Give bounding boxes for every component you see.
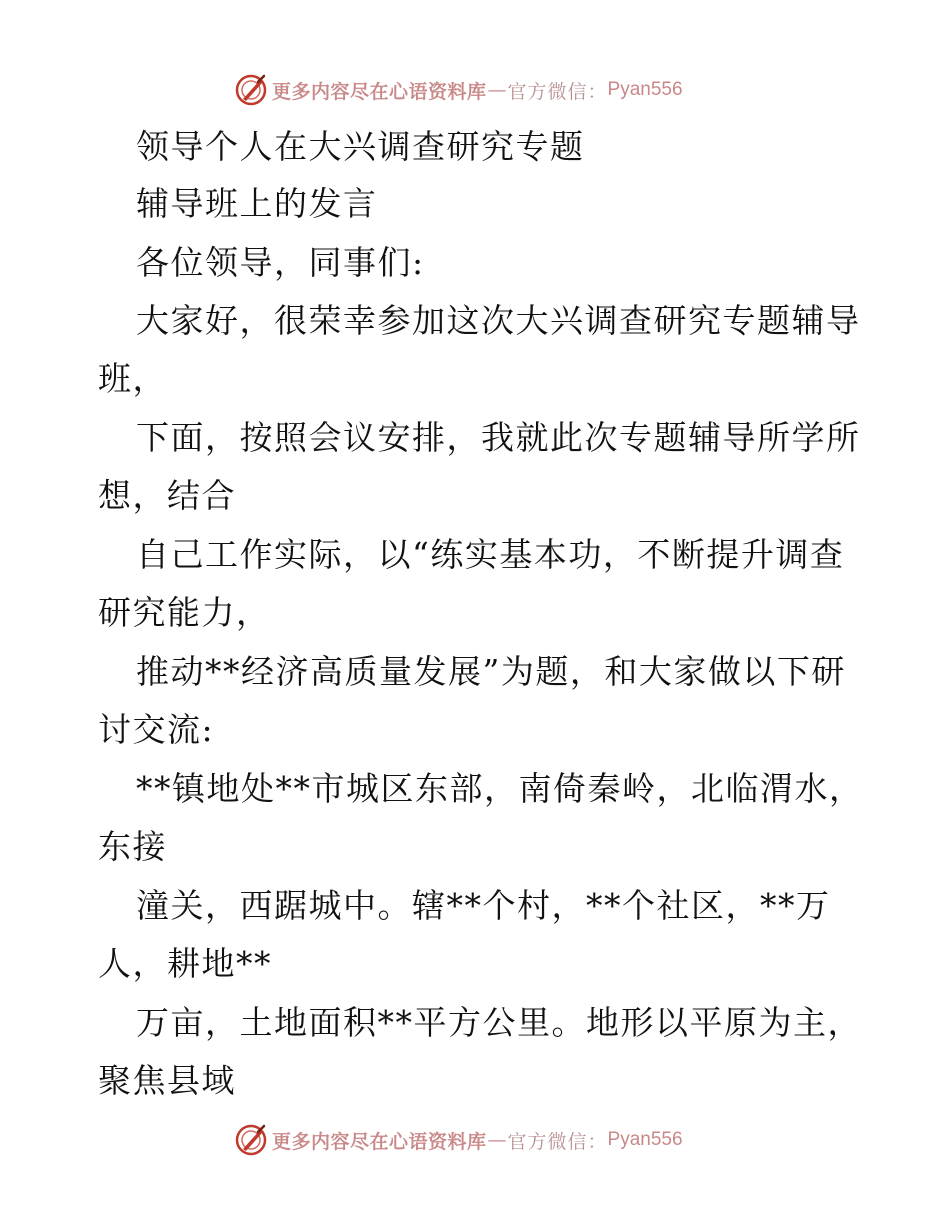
doc-title-line-2: 辅导班上的发言 [136, 184, 378, 223]
footer-watermark [234, 1122, 683, 1158]
watermark-site-text: 更多内容尽在心语资料库 [272, 80, 487, 103]
doc-line: 班， [98, 359, 167, 398]
watermark-dash: — [487, 1129, 507, 1151]
watermark-dash: — [487, 79, 507, 101]
doc-line: 下面，按照会议安排，我就此次专题辅导所学所 [136, 418, 861, 457]
brand-logo-icon [234, 73, 268, 107]
doc-line: 研究能力， [98, 593, 271, 632]
doc-line: 万亩，土地面积**平方公里。地形以平原为主， [136, 1003, 862, 1042]
brand-logo-icon [234, 1123, 268, 1157]
doc-line: 推动**经济高质量发展”为题，和大家做以下研 [136, 652, 846, 691]
watermark-wechat-label: 官方微信： [507, 1130, 608, 1153]
watermark-site-text: 更多内容尽在心语资料库 [272, 1130, 487, 1153]
doc-line: 聚焦县域 [98, 1061, 236, 1100]
watermark-wechat-id: Pyan556 [607, 79, 683, 100]
doc-line: 人，耕地** [98, 944, 272, 983]
doc-line: 潼关，西踞城中。辖**个村，**个社区，**万 [136, 886, 831, 925]
doc-line: 大家好，很荣幸参加这次大兴调查研究专题辅导 [136, 301, 861, 340]
doc-salutation: 各位领导，同事们: [136, 243, 425, 282]
doc-line: 讨交流: [98, 710, 215, 749]
watermark-wechat-id: Pyan556 [607, 1129, 683, 1150]
watermark-wechat-label: 官方微信： [507, 80, 608, 103]
doc-title-line-1: 领导个人在大兴调查研究专题 [136, 127, 585, 166]
doc-line: **镇地处**市城区东部，南倚秦岭，北临渭水， [136, 769, 864, 808]
header-watermark [234, 72, 683, 108]
doc-line: 自己工作实际，以“练实基本功，不断提升调查 [136, 535, 845, 574]
doc-line: 东接 [98, 827, 167, 866]
doc-line: 想，结合 [98, 476, 236, 515]
